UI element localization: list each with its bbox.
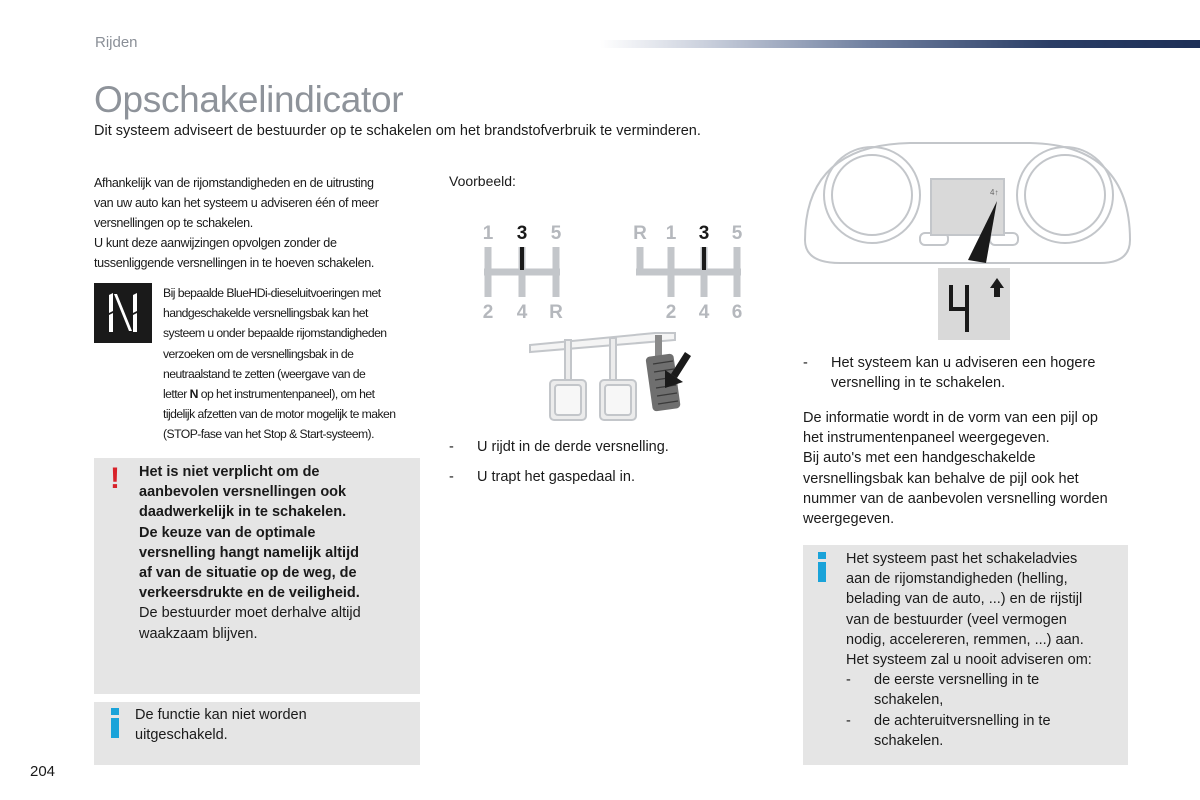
gear-label: R [549,302,563,323]
gear-label: 2 [665,302,677,323]
list-dash: - [449,469,454,485]
list-item-line: Het systeem kan u adviseren een hogere [831,355,1096,371]
info-text [846,549,1121,751]
info-sub-item [846,711,1121,751]
info-icon [818,552,826,582]
neutral-note-line: verzoeken om de versnellingsbak in de [163,346,354,361]
neutral-note-line: (STOP-fase van het Stop & Start-systeem). [163,427,374,442]
info-line: belading van de auto, ...) en de rijstijl [846,591,1083,608]
neutral-note-line [163,384,425,404]
neutral-n-icon [94,283,152,343]
neutral-note-line: systeem u onder bepaalde rijomstandigheden [163,326,387,341]
section-label: Rijden [95,34,138,51]
neutral-note-text: op het instrumentenpaneel), om het [197,387,375,402]
page-title: Opschakelindicator [94,79,404,120]
header-gradient-bar [600,40,1200,48]
gear-label: 5 [731,223,743,244]
description-line: U kunt deze aanwijzingen opvolgen zonder de [94,236,337,250]
list-dash: - [449,439,454,455]
info-sub-item [846,670,1121,710]
paragraph-line: weergegeven. [803,511,895,528]
neutral-letter: N [189,387,198,402]
list-item [449,467,749,487]
neutral-note-line: handgeschakelde versnellingsbak kan het [163,306,368,321]
gear-label: 2 [482,302,494,323]
gear-label: 1 [665,223,677,244]
paragraph-line: het instrumentenpaneel weergegeven. [803,430,1050,447]
neutral-note-line: neutraalstand te zetten (weergave van de [163,366,366,381]
warning-line: waakzaam blijven. [139,625,258,642]
intro-text: Dit systeem adviseert de bestuurder op te schakelen om het brandstofverbruik te verminderen. [94,123,701,139]
info-sub-line: de achteruitversnelling in te [874,712,1051,729]
neutral-note-line: Bij bepaalde BlueHDi-dieseluitvoeringen met [163,286,381,300]
paragraph-line: nummer van de aanbevolen versnelling worden [803,490,1108,507]
list-dash: - [846,672,851,689]
list-item-text [831,353,1131,393]
list-item [449,437,749,457]
advice-list [803,353,1133,394]
neutral-note [163,283,425,445]
list-dash: - [846,712,851,729]
gear-label: 4 [698,302,710,323]
gear-label: 5 [550,223,562,244]
list-item-text: U trapt het gaspedaal in. [477,469,635,485]
warning-line: versnelling hangt namelijk altijd [139,544,359,561]
paragraph-line: De informatie wordt in de vorm van een pijl op [803,410,1098,426]
gear-label-selected: 3 [516,223,528,244]
list-item-text: U rijdt in de derde versnelling. [477,439,669,455]
gear-label-selected: 3 [698,223,710,244]
list-dash: - [803,355,808,371]
instrument-panel-illustration [800,135,1135,345]
example-label: Voorbeeld: [449,173,516,189]
info-line: aan de rijomstandigheden (helling, [846,571,1068,588]
info-sub-line: schakelen, [874,692,944,709]
warning-line: verkeersdrukte en de veiligheid. [139,585,360,602]
warning-line: daadwerkelijk in te schakelen. [139,504,347,521]
svg-text:4↑: 4↑ [990,188,999,197]
info-sub-line: de eerste versnelling in te [874,672,1040,689]
warning-line: aanbevolen versnellingen ook [139,484,347,501]
warning-line: Het is niet verplicht om de [139,464,320,480]
warning-line: De keuze van de optimale [139,524,316,541]
warning-line: De bestuurder moet derhalve altijd [139,605,361,622]
warning-line: af van de situatie op de weg, de [139,565,357,582]
gear-label: 1 [482,223,494,244]
gear-label: R [633,223,647,244]
description-line: versnellingen op te schakelen. [94,216,253,230]
info-sub-line: schakelen. [874,732,944,749]
gear-pattern-illustration [470,215,760,330]
gear-label: 4 [516,302,528,323]
warning-text [139,462,409,644]
gear-label: 6 [731,302,743,323]
description-line: Afhankelijk van de rijomstandigheden en de uitrusting [94,176,374,190]
info-line: Het systeem past het schakeladvies [846,551,1078,567]
description-paragraph [94,173,424,273]
description-line: van uw auto kan het systeem u adviseren één of meer [94,196,379,210]
info-line: nodig, accelereren, remmen, ...) aan. [846,631,1084,648]
pedals-illustration [525,330,725,430]
info-paragraph [803,408,1133,529]
info-text [135,705,405,745]
description-line: tussenliggende versnellingen in te hoeven schakelen. [94,256,375,270]
paragraph-line: Bij auto's met een handgeschakelde [803,450,1036,467]
paragraph-line: versnellingsbak kan behalve de pijl ook het [803,470,1079,487]
info-line: van de bestuurder (veel vermogen [846,611,1067,628]
info-icon [111,708,119,738]
neutral-note-text: letter [163,387,190,402]
info-line: Het systeem zal u nooit adviseren om: [846,652,1092,669]
info-line: De functie kan niet worden [135,707,307,723]
exclamation-icon: ! [110,462,120,495]
list-item-line: versnelling in te schakelen. [831,375,1006,392]
page-number: 204 [30,763,56,780]
neutral-note-line: tijdelijk afzetten van de motor mogelijk te maken [163,407,396,422]
info-line: uitgeschakeld. [135,727,228,744]
list-item [803,353,1133,394]
